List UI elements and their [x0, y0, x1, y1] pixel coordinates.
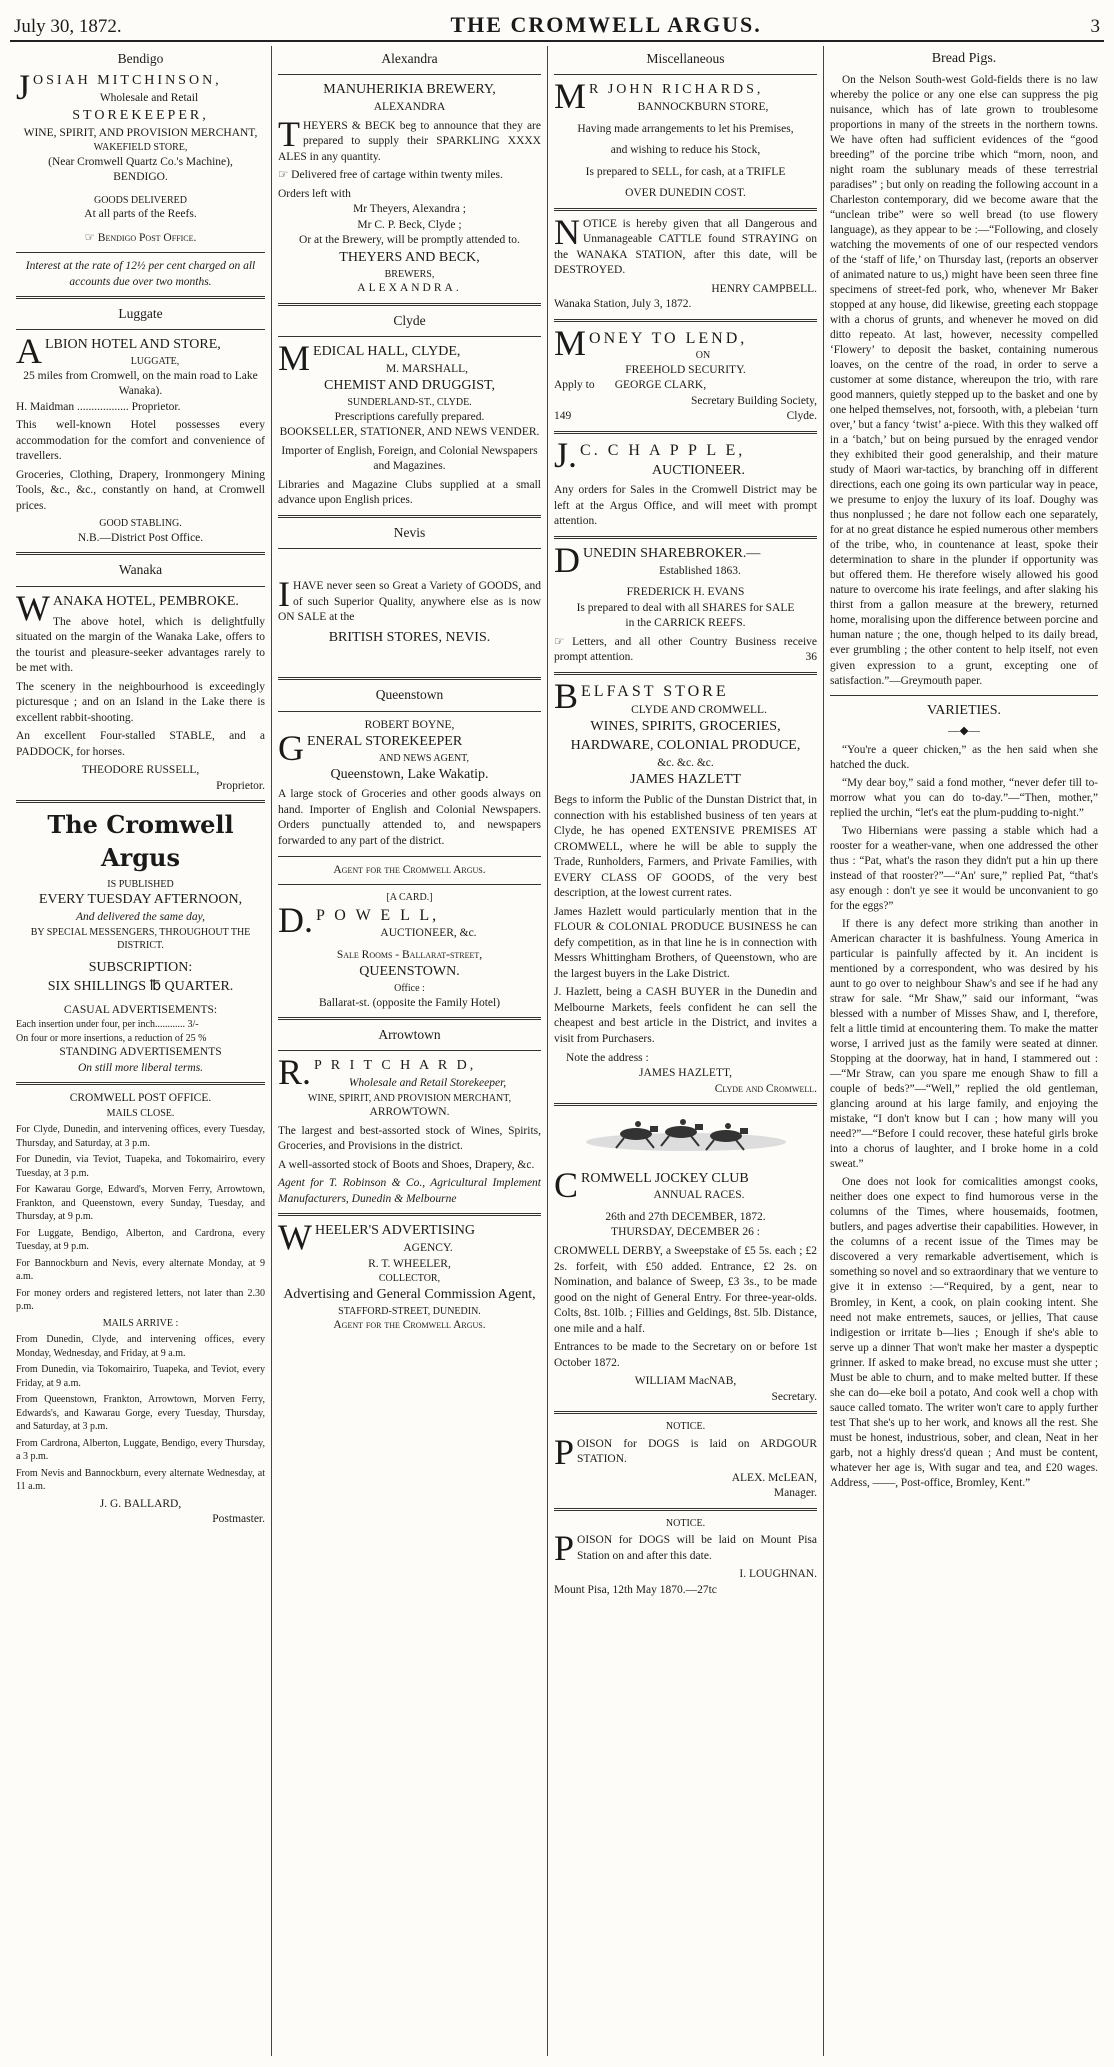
ad-paragraph: Entrances to be made to the Secretary on or before 1st October 1872. — [554, 1341, 817, 1369]
ad-line: Advertising and General Commission Agent, — [283, 1286, 536, 1302]
section-heading: Wanaka — [118, 562, 163, 578]
ad-line: in the CARRICK REEFS. — [625, 617, 746, 630]
ad-line: Secretary. — [771, 1390, 817, 1403]
ad-line: ANNUAL RACES. — [653, 1189, 745, 1202]
drop-cap: T — [278, 113, 300, 154]
ad-line: AGENCY. — [403, 1242, 453, 1255]
ad-line: Note the address : — [566, 1051, 649, 1064]
ad-luggate — [16, 305, 265, 546]
ad-paragraph: James Hazlett would particularly mention that in the FLOUR & COLONIAL PRODUCE BUSINESS he can defy competition, as in that line he is in connection with Messrs Whittingham Brothers, of Queenstown, who are the largest buyers in the Lake District. — [554, 905, 817, 980]
ad-line: Wanaka Station, July 3, 1872. — [554, 298, 692, 311]
column-3 — [548, 46, 824, 2056]
ad-line: BRITISH STORES, NEVIS. — [328, 629, 491, 645]
ad-title: P O W E L L, — [316, 906, 440, 924]
ad-paragraph: Agent for T. Robinson & Co., Agricultural Implement Manufacturers, Dunedin & Melbourne — [278, 1177, 541, 1205]
ad-alexandra — [278, 50, 541, 297]
ad-line: Wholesale and Retail Storekeeper, — [348, 1077, 507, 1090]
ad-paragraph: From Queenstown, Frankton, Arrowtown, Morven Ferry, Edwards's, and Kawarau Gorge, every Tuesday, Thursday, and Saturday, at 3 p.m. — [16, 1394, 265, 1433]
column-1 — [10, 46, 272, 2056]
ad-line: 149 — [554, 410, 572, 423]
ad-queenstown — [278, 686, 541, 1011]
ad-line: LUGGATE, — [130, 356, 180, 368]
issue-date: July 30, 1872. — [14, 16, 122, 37]
ad-signature: I. LOUGHNAN. — [739, 1568, 817, 1581]
notice-title: CROMWELL POST OFFICE. — [69, 1092, 212, 1105]
ad-line: MAILS CLOSE. — [106, 1107, 175, 1119]
ad-belfast — [554, 675, 817, 1097]
ad-signature: THEODORE RUSSELL, — [81, 764, 200, 777]
ad-line: BOOKSELLER, STATIONER, AND NEWS VENDER. — [279, 426, 540, 439]
ad-title: ROMWELL JOCKEY CLUB — [581, 1170, 749, 1186]
ad-line: Mr Theyers, Alexandra ; — [353, 203, 466, 216]
ad-line: Postmaster. — [212, 1513, 265, 1526]
ad-paragraph: HAVE never seen so Great a Variety of GOODS, and of such Superior Quality, anywhere else as is now ON SALE at the — [278, 579, 541, 624]
ad-line: Or at the Brewery, will be promptly attended to. — [299, 234, 520, 247]
ad-paragraph: A well-assorted stock of Boots and Shoes, Drapery, &c. — [278, 1158, 535, 1171]
ad-money — [554, 322, 817, 425]
ad-wheeler — [278, 1217, 541, 1333]
ad-line: H. Maidman .................. Proprietor. — [16, 400, 181, 413]
ad-line: R. T. WHEELER, — [368, 1257, 451, 1270]
ad-line: GEORGE CLARK, — [614, 379, 707, 392]
ad-line: CHEMIST AND DRUGGIST, — [324, 378, 495, 394]
ad-line: On four or more insertions, a reduction of 25 % — [16, 1032, 207, 1044]
ad-line: and wishing to reduce his Stock, — [610, 144, 761, 157]
ad-line: Agent for the Cromwell Argus. — [333, 1319, 486, 1332]
ad-paragraph: From Dunedin, via Tokomairiro, Tuapeka, and Teviot, every Friday, at 9 a.m. — [16, 1364, 265, 1389]
ad-title: ONEY TO LEND, — [589, 329, 748, 347]
argus-notice — [16, 809, 265, 1076]
notice-cattle — [554, 211, 817, 313]
column-4 — [824, 46, 1104, 2056]
ad-bendigo — [16, 50, 265, 290]
ad-line: N.B.—District Post Office. — [77, 531, 204, 544]
article-bread-pigs — [830, 50, 1098, 689]
ad-title: UNEDIN SHAREBROKER.— — [583, 545, 761, 561]
ad-title: ELFAST STORE — [581, 682, 729, 700]
ad-paragraph: From Dunedin, Clyde, and intervening offices, every Monday, Wednesday, and Friday, at 9 a.m. — [16, 1334, 265, 1359]
ad-paragraph: OISON for DOGS will be laid on Mount Pisa Station on and after this date. — [577, 1534, 817, 1562]
drop-cap: M — [554, 322, 587, 363]
ad-paragraph: For Luggate, Bendigo, Alberton, and Cardrona, every Tuesday, at 9 p.m. — [16, 1227, 265, 1253]
ad-paragraph: The scenery in the neighbourhood is exceedingly picturesque ; and on an Island in the Lake there is excellent rabbit-shooting. — [16, 680, 265, 724]
ad-paragraph: Begs to inform the Public of the Dunstan District that, in connection with his established business of ten years at Clyde, he has opened EXTENSIVE PREMISES AT CROMWELL, where he will be able to supply the Trade, Runholders, Farmers, and Private Families, with EVERY CLASS OF GOODS, of the very best description, at the lowest current rates. — [554, 794, 817, 900]
drop-cap: J — [16, 67, 31, 108]
ad-line: 36 — [805, 651, 817, 664]
ad-line: Wholesale and Retail — [99, 92, 199, 105]
ad-title: R JOHN RICHARDS, — [589, 82, 764, 98]
ad-signature: ALEX. McLEAN, — [731, 1471, 817, 1484]
horse-race-illustration — [554, 1112, 817, 1164]
section-heading: Queenstown — [375, 687, 444, 703]
section-heading: Arrowtown — [378, 1027, 441, 1043]
ad-line: Manager. — [773, 1487, 817, 1500]
ad-line: Secretary Building Society, — [690, 394, 817, 407]
ad-line: ON — [695, 350, 711, 362]
drop-cap: P — [554, 1431, 575, 1472]
article-paragraph: Two Hibernians were passing a stable which had a rooster for a weather-vane, when one addressed the other thus : “Pat, what's the rason they didn't put a hin up there instead of that rooster?”—“An' sure,” replied Pat, “that's asy enough : don't ye see it would be unconvanient to go for the eggs?” — [830, 825, 1098, 913]
ad-nevis — [278, 524, 541, 648]
ad-paragraph: Libraries and Magazine Clubs supplied at a small advance upon English prices. — [278, 478, 541, 507]
ad-line: FREEHOLD SECURITY. — [625, 363, 746, 376]
drop-cap: W — [278, 1217, 312, 1258]
section-heading: Clyde — [393, 312, 426, 328]
ad-line: Having made arrangements to let his Premises, — [577, 122, 794, 135]
ad-line: GOOD STABLING. — [99, 518, 182, 530]
drop-cap: W — [16, 587, 50, 628]
notice-title: NOTICE. — [665, 1517, 706, 1529]
ad-paragraph: For Dunedin, via Teviot, Tuapeka, and Tokomairiro, every Tuesday, at 3 p.m. — [16, 1154, 265, 1179]
ad-line: STOREKEEPER, — [72, 107, 209, 123]
ad-line: STAFFORD-STREET, DUNEDIN. — [338, 1305, 481, 1317]
ad-line: [A CARD.] — [386, 892, 433, 904]
article-paragraph: “My dear boy,” said a fond mother, “never defer till to-morrow what you can do to-day.”—“Then, mother,” replied the urchin, “let's eat the plum-pudding to-night.” — [830, 776, 1098, 819]
ad-paragraph: For Bannockburn and Nevis, every alternate Monday, at 9 a.m. — [16, 1257, 265, 1283]
ad-line: And delivered the same day, — [76, 911, 205, 924]
ad-line: 26th and 27th DECEMBER, 1872. — [605, 1210, 766, 1223]
ad-title: C. C H A P P L E, — [580, 441, 746, 459]
ad-line: WINE, SPIRIT, AND PROVISION MERCHANT, — [23, 126, 258, 139]
notice-ardgour — [554, 1420, 817, 1502]
ad-line: JAMES HAZLETT — [630, 772, 741, 788]
drop-cap: M — [278, 337, 311, 378]
post-office-notice — [16, 1091, 265, 1528]
ad-line: BENDIGO. — [113, 171, 168, 184]
ad-paragraph: For money orders and registered letters, not later than 2.30 p.m. — [16, 1287, 265, 1313]
ad-line: GOODS DELIVERED — [93, 194, 188, 206]
drop-cap: M — [554, 76, 587, 117]
article-heading: VARIETIES. — [926, 702, 1002, 718]
ad-line: ALEXANDRA — [373, 101, 446, 114]
ad-line: Office : — [394, 983, 425, 995]
ad-line: Sale Rooms - Ballarat-street, — [336, 948, 483, 961]
drop-cap: I — [278, 573, 290, 614]
drop-cap: D. — [278, 899, 313, 940]
ad-line: Each insertion under four, per inch............ 3/- — [16, 1019, 199, 1031]
ad-line: Agent for the Cromwell Argus. — [333, 863, 486, 876]
ad-title: P R I T C H A R D, — [314, 1058, 477, 1074]
ad-line: FREDERICK H. EVANS — [626, 586, 745, 599]
ad-paragraph: An excellent Four-stalled STABLE, and a PADDOCK, for horses. — [16, 730, 265, 758]
ad-line: Interest at the rate of 12½ per cent charged on all accounts due over two months. — [25, 260, 256, 288]
article-paragraph: On the Nelson South-west Gold-fields there is no law whereby the police or any one else can suppress the pig nuisance, which has of late grown to troublesome proportions in many of the streets in the northern towns. We have often had sufficient evidences of the “good breeding” of the porcine tribe which “morn, noon, and night roam the sublunary meads of these terrestrial paradises” ; but only on reading the following account in a Charleston contemporary, did we become aware that the “unclean tribe” were so well bread (to use flowery language), as they appear to be :—“Following, and closely watching the movements of one of our respected vendors of the ‘staff of life,’ on Thursday last, (reports an observer of animated nature to us,) might have been seen three fine specimens of street-fed pork, who, whenever Mr Baker stopped at any house, did likewise, greeting each stoppage with a chorus of grunts, and whenever he moved on did ditto repeato. At last, however, necessity compelled ‘Flowery’ to deposit the basket, containing numerous loaves, on the centre of the road, in order to serve a customer at some distance, whereupon the trio, with rare good manners, quietly stepped up to the basket and one by one helped themselves, not, forsooth, with, a plebeian ‘turn over,’ but a fancy ‘twist’ a-piece. With this they walked off in a ‘batch,’ but on being pursued by the enraged vendor they exhibited their good generalship, and their mature study of Maori war-tactics, by branching off in different directions, each one going its own particular way in peace, we presume to enjoy the luxury of its loaf. Doughy was thus nonplussed ; he dare not follow each one separately, for at no great distance he espied numerous other members of the tribe, who, in countenance at least, spoke their determination to share in the plunder if opportunity was but offered them. He therefore wisely allowed his good nature to overcome his irate feelings, and after slaking his thirst from a gallon measure at the brewery, returned home, moralising upon the difference between porcine and human nature ; the one, though helped to its daily bread, ever grumbling ; the other content to help itself, not even given expression to a grunt, excepting one of satisfaction.”—Greymouth paper. — [830, 73, 1098, 687]
newspaper-title: THE CROMWELL ARGUS. — [450, 12, 762, 37]
ad-line: Mount Pisa, 12th May 1870.—27tc — [554, 1583, 717, 1596]
ad-line: ARROWTOWN. — [369, 1106, 450, 1119]
drop-cap: G — [278, 728, 304, 769]
ad-line: THURSDAY, DECEMBER 26 : — [611, 1226, 760, 1239]
ad-sharebroker — [554, 539, 817, 666]
drop-cap: B — [554, 675, 579, 716]
section-heading: Nevis — [393, 524, 426, 540]
ad-paragraph: CROMWELL DERBY, a Sweepstake of £5 5s. each ; £2 2s. forfeit, with £50 added. Entrance, £2 2s. on Nomination, and balance of Sweep, £3 3s., to be made good on the night of General Entry. For three-year-olds. Colts, 8st. 10lb. ; Fillies and Geldings, 8st. 5lb. Distance, one mile and a half. — [554, 1245, 817, 1335]
ad-title: EDICAL HALL, CLYDE, — [313, 343, 461, 359]
ad-line: JAMES HAZLETT, — [638, 1067, 733, 1080]
ad-line: COLLECTOR, — [378, 1273, 441, 1285]
ad-line: SUNDERLAND-ST., CLYDE. — [347, 397, 472, 409]
ad-line: SIX SHILLINGS ℔ QUARTER. — [47, 978, 234, 994]
ad-line: AND NEWS AGENT, — [378, 753, 470, 765]
ad-paragraph: The above hotel, which is delightfully situated on the margin of the Wanaka Lake, offers to the tourist and pleasure-seeker advantages rarely to be met with. — [16, 615, 265, 675]
ad-line: AUCTIONEER. — [652, 462, 745, 478]
ad-title: MANUHERIKIA BREWERY, — [323, 82, 496, 98]
ad-wanaka — [16, 561, 265, 794]
ad-line: WINES, SPIRITS, GROCERIES, HARDWARE, COLONIAL PRODUCE, — [570, 719, 801, 753]
drop-cap: R. — [278, 1052, 312, 1093]
notice-title: NOTICE. — [665, 1421, 706, 1433]
ad-paragraph: Importer of English, Foreign, and Colonial Newspapers and Magazines. — [281, 444, 538, 473]
ad-title: ENERAL STOREKEEPER — [307, 734, 463, 750]
article-paragraph: If there is any defect more striking than another in American character it is bashfulness. Young America in particular is painfully affected by it. An incident is mentioned by a correspondent, who was desired by his aunt to go over to neighbour Shaw's and see if he had any straw for sale. “Mr Shaw,” said our informant, “was blessed with a number of Misses Shaw, and I, therefore, felt a little timid at encountering them. To make the matter worse, I arrived just as the family were seated at dinner. Stopping at the doorway, hat in hand, I stammered out :—“Mr Straw, can you spare me enough Shaw to fill a couple of beds?”—“Well,” replied the old gentleman, glancing around at his large family, and enjoying the mistake, “I don't know but I can ; how many will you need?”—“Before I could recover, these hateful girls broke into a chorus of laughter, and I broke home in a cold sweat.” — [830, 918, 1098, 1171]
ad-title: LBION HOTEL AND STORE, — [45, 337, 221, 353]
ad-line: IS PUBLISHED — [107, 878, 174, 890]
ad-line: Is prepared to SELL, for cash, at a TRIFLE — [585, 165, 786, 178]
section-heading: Luggate — [118, 306, 163, 322]
drop-cap: J. — [554, 434, 578, 475]
ad-line: Clyde and Cromwell. — [714, 1082, 817, 1095]
ad-line: QUEENSTOWN. — [359, 964, 460, 980]
ad-jockey-club — [554, 1112, 817, 1405]
ad-line: 25 miles from Cromwell, on the main road to Lake Wanaka). — [23, 369, 258, 398]
ad-line: ALEXANDRA. — [357, 282, 462, 295]
ad-line: Ballarat-st. (opposite the Family Hotel) — [318, 996, 501, 1009]
drop-cap: N — [554, 211, 580, 252]
ad-paragraph: From Nevis and Bannockburn, every alternate Wednesday, at 11 a.m. — [16, 1467, 265, 1493]
ad-paragraph: Groceries, Clothing, Drapery, Ironmongery Mining Tools, &c., &c., constantly on hand, at Cromwell prices. — [16, 468, 265, 512]
article-heading: Bread Pigs. — [931, 51, 997, 66]
ad-line: At all parts of the Reefs. — [84, 208, 197, 221]
article-varieties — [830, 702, 1098, 1491]
column-2 — [272, 46, 548, 2056]
ad-line: EVERY TUESDAY AFTERNOON, — [38, 892, 243, 908]
ad-line: OVER DUNEDIN COST. — [625, 187, 746, 200]
ad-line: Orders left with — [278, 187, 351, 200]
ad-line: MAILS ARRIVE : — [102, 1317, 179, 1329]
article-paragraph: “You're a queer chicken,” as the hen said when she hatched the duck. — [830, 743, 1098, 771]
ad-paragraph: J. Hazlett, being a CASH BUYER in the Dunedin and Melbourne Markets, feels confident he can sell the cheapest and best article in the District, and invites a visit from Purchasers. — [554, 986, 817, 1045]
ad-paragraph: The largest and best-assorted stock of Wines, Spirits, Groceries, and Provisions in the district. — [278, 1124, 541, 1153]
ad-line: THEYERS AND BECK, — [339, 249, 480, 265]
ad-title: OSIAH MITCHINSON, — [33, 73, 222, 89]
ad-paragraph: This well-known Hotel possesses every accommodation for the comfort and convenience of travellers. — [16, 419, 265, 463]
ad-line: WAKEFIELD STORE, — [93, 142, 188, 154]
ad-line: Proprietor. — [216, 779, 265, 792]
ad-line: STANDING ADVERTISEMENTS — [59, 1046, 222, 1059]
ad-paragraph: ☞ Delivered free of cartage within twenty miles. — [278, 169, 503, 182]
ad-line: M. MARSHALL, — [385, 362, 469, 375]
ad-paragraph: For Clyde, Dunedin, and intervening offices, every Tuesday, Thursday, and Saturday, at 3 p.m. — [16, 1124, 265, 1149]
ad-paragraph: OISON for DOGS is laid on ARDGOUR STATION. — [577, 1437, 817, 1466]
notice-mount-pisa — [554, 1517, 817, 1599]
ad-line: BANNOCKBURN STORE, — [637, 101, 769, 114]
ad-line: (Near Cromwell Quartz Co.'s Machine), — [48, 155, 233, 168]
ad-title: ANAKA HOTEL, PEMBROKE. — [52, 593, 239, 609]
ad-line: Prescriptions carefully prepared. — [334, 410, 485, 423]
ad-title: HEELER'S ADVERTISING — [314, 1223, 475, 1239]
drop-cap: A — [16, 331, 42, 372]
ad-line: Clyde. — [786, 410, 817, 423]
ad-signature: HENRY CAMPBELL. — [711, 282, 817, 295]
ad-chapple — [554, 434, 817, 530]
section-heading: Miscellaneous — [646, 51, 725, 66]
argus-title: The Cromwell Argus — [47, 810, 234, 872]
ad-line: Established 1863. — [659, 564, 741, 577]
ad-line: CLYDE AND CROMWELL. — [631, 703, 767, 716]
ad-line: AUCTIONEER, &c. — [380, 927, 477, 940]
drop-cap: P — [554, 1528, 575, 1569]
ad-line: WINE, SPIRIT, AND PROVISION MERCHANT, — [307, 1092, 512, 1104]
ad-paragraph: ☞ Letters, and all other Country Business receive prompt attention. — [554, 635, 817, 664]
ad-paragraph: HEYERS & BECK beg to announce that they are prepared to supply their SPARKLING XXXX ALES in any quantity. — [278, 119, 541, 163]
page-number: 3 — [1090, 16, 1100, 37]
section-heading: Bendigo — [117, 51, 164, 66]
ornament-divider: —◆— — [948, 725, 980, 738]
ad-paragraph: For Kawarau Gorge, Edward's, Morven Ferry, Arrowtown, Frankton, and Queenstown, every Sunday, Tuesday, and Thursday, at 9 p.m. — [16, 1184, 265, 1223]
ad-line: Apply to — [554, 379, 595, 392]
ad-line: SUBSCRIPTION: — [88, 959, 193, 975]
ad-richards — [554, 50, 817, 202]
ad-line: Mr C. P. Beck, Clyde ; — [357, 218, 462, 231]
ad-paragraph: From Cardrona, Alberton, Luggate, Bendigo, every Thursday, a 3 p.m. — [16, 1437, 265, 1463]
ad-line: Queenstown, Lake Wakatip. — [330, 766, 489, 782]
ad-signature: WILLIAM MacNAB, — [634, 1375, 737, 1388]
ad-clyde — [278, 312, 541, 509]
article-paragraph: One does not look for comicalities amongst cooks, neither does one expect to find humorous verse in the columns of the Times, where housemaids, footmen, butlers, and pages advertise their capabilities. However, in the columns of a recent issue of the Times may be discovered a very remarkable advertisement, which is something so novel and so extraordinary that we venture to give it in extenso :—“Required, by a gent, near to Bromley, in Kent, a cook, on plain cooking intent. She need not make entremets, sauces, or jellies, That cause indigestion or irritate b—lies ; Enough if she's able to serve up a dinner That won't make her master a dyspeptic grinner. If asked to make bread, no excuse must she utter ; Must be able to churn, and to make melted butter. If these she can do—eke boil a potato, And cook well a chop with sauce called tomato. The writer won't care to apply further test That she's up to her work, and knows all the rest. She must be honest, industrious, sober, and clean, Neat in her garb, not a highly dress'd quean ; And must be content, whatever her age is, With sugar and tea, and £20 wages. Address, ——, Post-office, Bromley, Kent.” — [830, 1176, 1098, 1489]
ad-line: BREWERS, — [384, 268, 435, 280]
ad-line: ☞ Bendigo Post Office. — [84, 231, 197, 244]
ad-line: BY SPECIAL MESSENGERS, THROUGHOUT THE DISTRICT. — [30, 926, 251, 952]
drop-cap: D — [554, 539, 580, 580]
masthead — [10, 10, 1104, 42]
ad-line: ROBERT BOYNE, — [364, 718, 455, 731]
ad-arrowtown — [278, 1026, 541, 1207]
ad-paragraph: Any orders for Sales in the Cromwell District may be left at the Argus Office, and will meet with prompt attention. — [554, 484, 817, 528]
ad-signature: J. G. BALLARD, — [99, 1497, 182, 1510]
ad-paragraph: OTICE is hereby given that all Dangerous and Unmanageable CATTLE found STRAYING on the WANAKA STATION, after this date, will be DESTROYED. — [554, 217, 817, 277]
ad-line: On still more liberal terms. — [77, 1061, 204, 1074]
ad-paragraph: A large stock of Groceries and other goods always on hand. Importer of English and Colonial Newspapers. Orders punctually attended to, and newspapers forwarded to any part of the district. — [278, 788, 541, 847]
ad-line: &c. &c. &c. — [657, 756, 714, 769]
ad-line: CASUAL ADVERTISEMENTS: — [63, 1003, 218, 1016]
section-heading: Alexandra — [381, 51, 438, 66]
ad-line: Is prepared to deal with all SHARES for SALE — [576, 601, 795, 614]
drop-cap: C — [554, 1164, 579, 1205]
